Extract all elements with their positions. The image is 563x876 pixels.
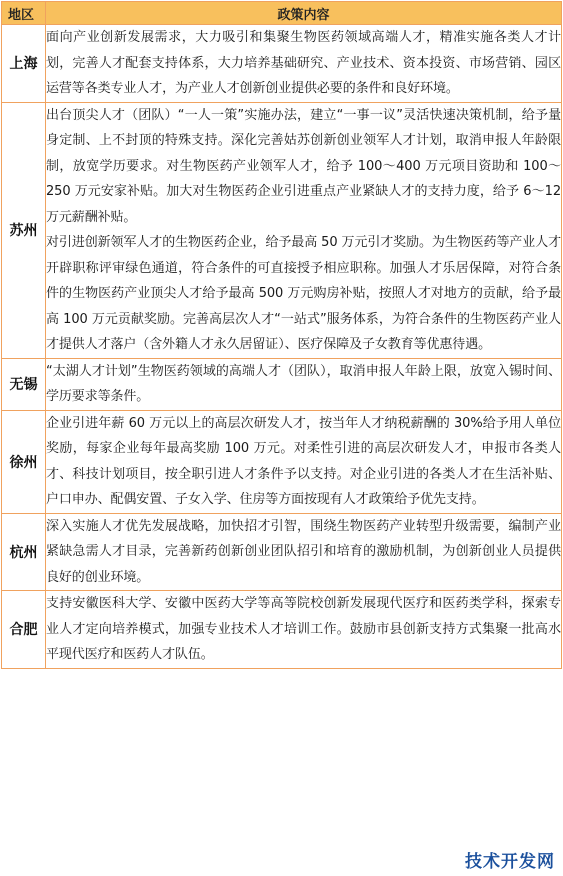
table-row [2,102,562,358]
policy-paragraph: 企业引进年薪 60 万元以上的高层次研发人才，按当年人才纳税薪酬的 30%给予用人单位奖励，每家企业每年最高奖励 100 万元。对柔性引进的高层次研发人才，申报市各类人才、科技计划项目，按全职引进人才条件予以支持。对企业引进的各类人才在生活补贴、户口申办、配偶安置、子女入学、住房等方面按现有人才政策给予优先支持。 [46,415,561,507]
header-policy: 政策内容 [46,2,562,25]
header-region: 地区 [2,2,46,25]
policy-cell [46,591,562,669]
table-row [2,591,562,669]
policy-cell [46,410,562,513]
policy-paragraph: 对引进创新领军人才的生物医药企业，给予最高 50 万元引才奖励。为生物医药等产业人才开辟职称评审绿色通道，符合条件的可直接授予相应职称。加强人才乐居保障，对符合条件的生物医药产业顶尖人才给予最高 500 万元购房补贴，按照人才对地方的贡献，给予最高 100 万元贡献奖励。完善高层次人才“一站式”服务体系，为符合条件的生物医药产业人才提供人才落户（含外籍人才永久居留证）、医疗保障及子女教育等优惠待遇。 [46,235,561,352]
table-row [2,513,562,591]
policy-paragraph: 支持安徽医科大学、安徽中医药大学等高等院校创新发展现代医疗和医药类学科，探索专业人才定向培养模式，加强专业技术人才培训工作。鼓励市县创新支持方式集聚一批高水平现代医疗和医药人才队伍。 [46,596,561,662]
policy-paragraph: “太湖人才计划”生物医药领域的高端人才（团队），取消申报人年龄上限，放宽入锡时间、学历要求等条件。 [46,363,561,404]
policy-paragraph: 深入实施人才优先发展战略，加快招才引智，围绕生物医药产业转型升级需要，编制产业紧缺急需人才目录，完善新药创新创业团队招引和培育的激励机制，为创新创业人员提供良好的创业环境。 [46,518,561,585]
table-row [2,410,562,513]
region-cell: 合肥 [2,591,46,669]
policy-cell [46,102,562,358]
policy-cell [46,358,562,410]
region-cell: 杭州 [2,513,46,591]
region-cell: 无锡 [2,358,46,410]
table-header-row [2,2,562,25]
table-row [2,358,562,410]
policy-paragraph: 出台顶尖人才（团队）“一人一策”实施办法，建立“一事一议”灵活快速决策机制，给予量身定制、上不封顶的特殊支持。深化完善姑苏创新创业领军人才计划，取消申报人年龄限制，放宽学历要求。对生物医药产业领军人才，给予 100～400 万元项目资助和 100～250 万元安家补贴。加大对生物医药企业引进重点产业紧缺人才的支持力度，给予 6～12 万元薪酬补贴。 [46,107,561,225]
policy-paragraph: 面向产业创新发展需求，大力吸引和集聚生物医药领域高端人才，精准实施各类人才计划，完善人才配套支持体系，大力培养基础研究、产业技术、资本投资、市场营销、园区运营等各类专业人才，为产业人才创新创业提供必要的条件和良好环境。 [46,30,561,96]
policy-cell [46,513,562,591]
table-row [2,25,562,103]
region-cell: 徐州 [2,410,46,513]
policy-table [1,1,562,669]
policy-cell [46,25,562,103]
region-cell: 苏州 [2,102,46,358]
region-cell: 上海 [2,25,46,103]
watermark-logo: 技术开发网 [465,852,555,872]
